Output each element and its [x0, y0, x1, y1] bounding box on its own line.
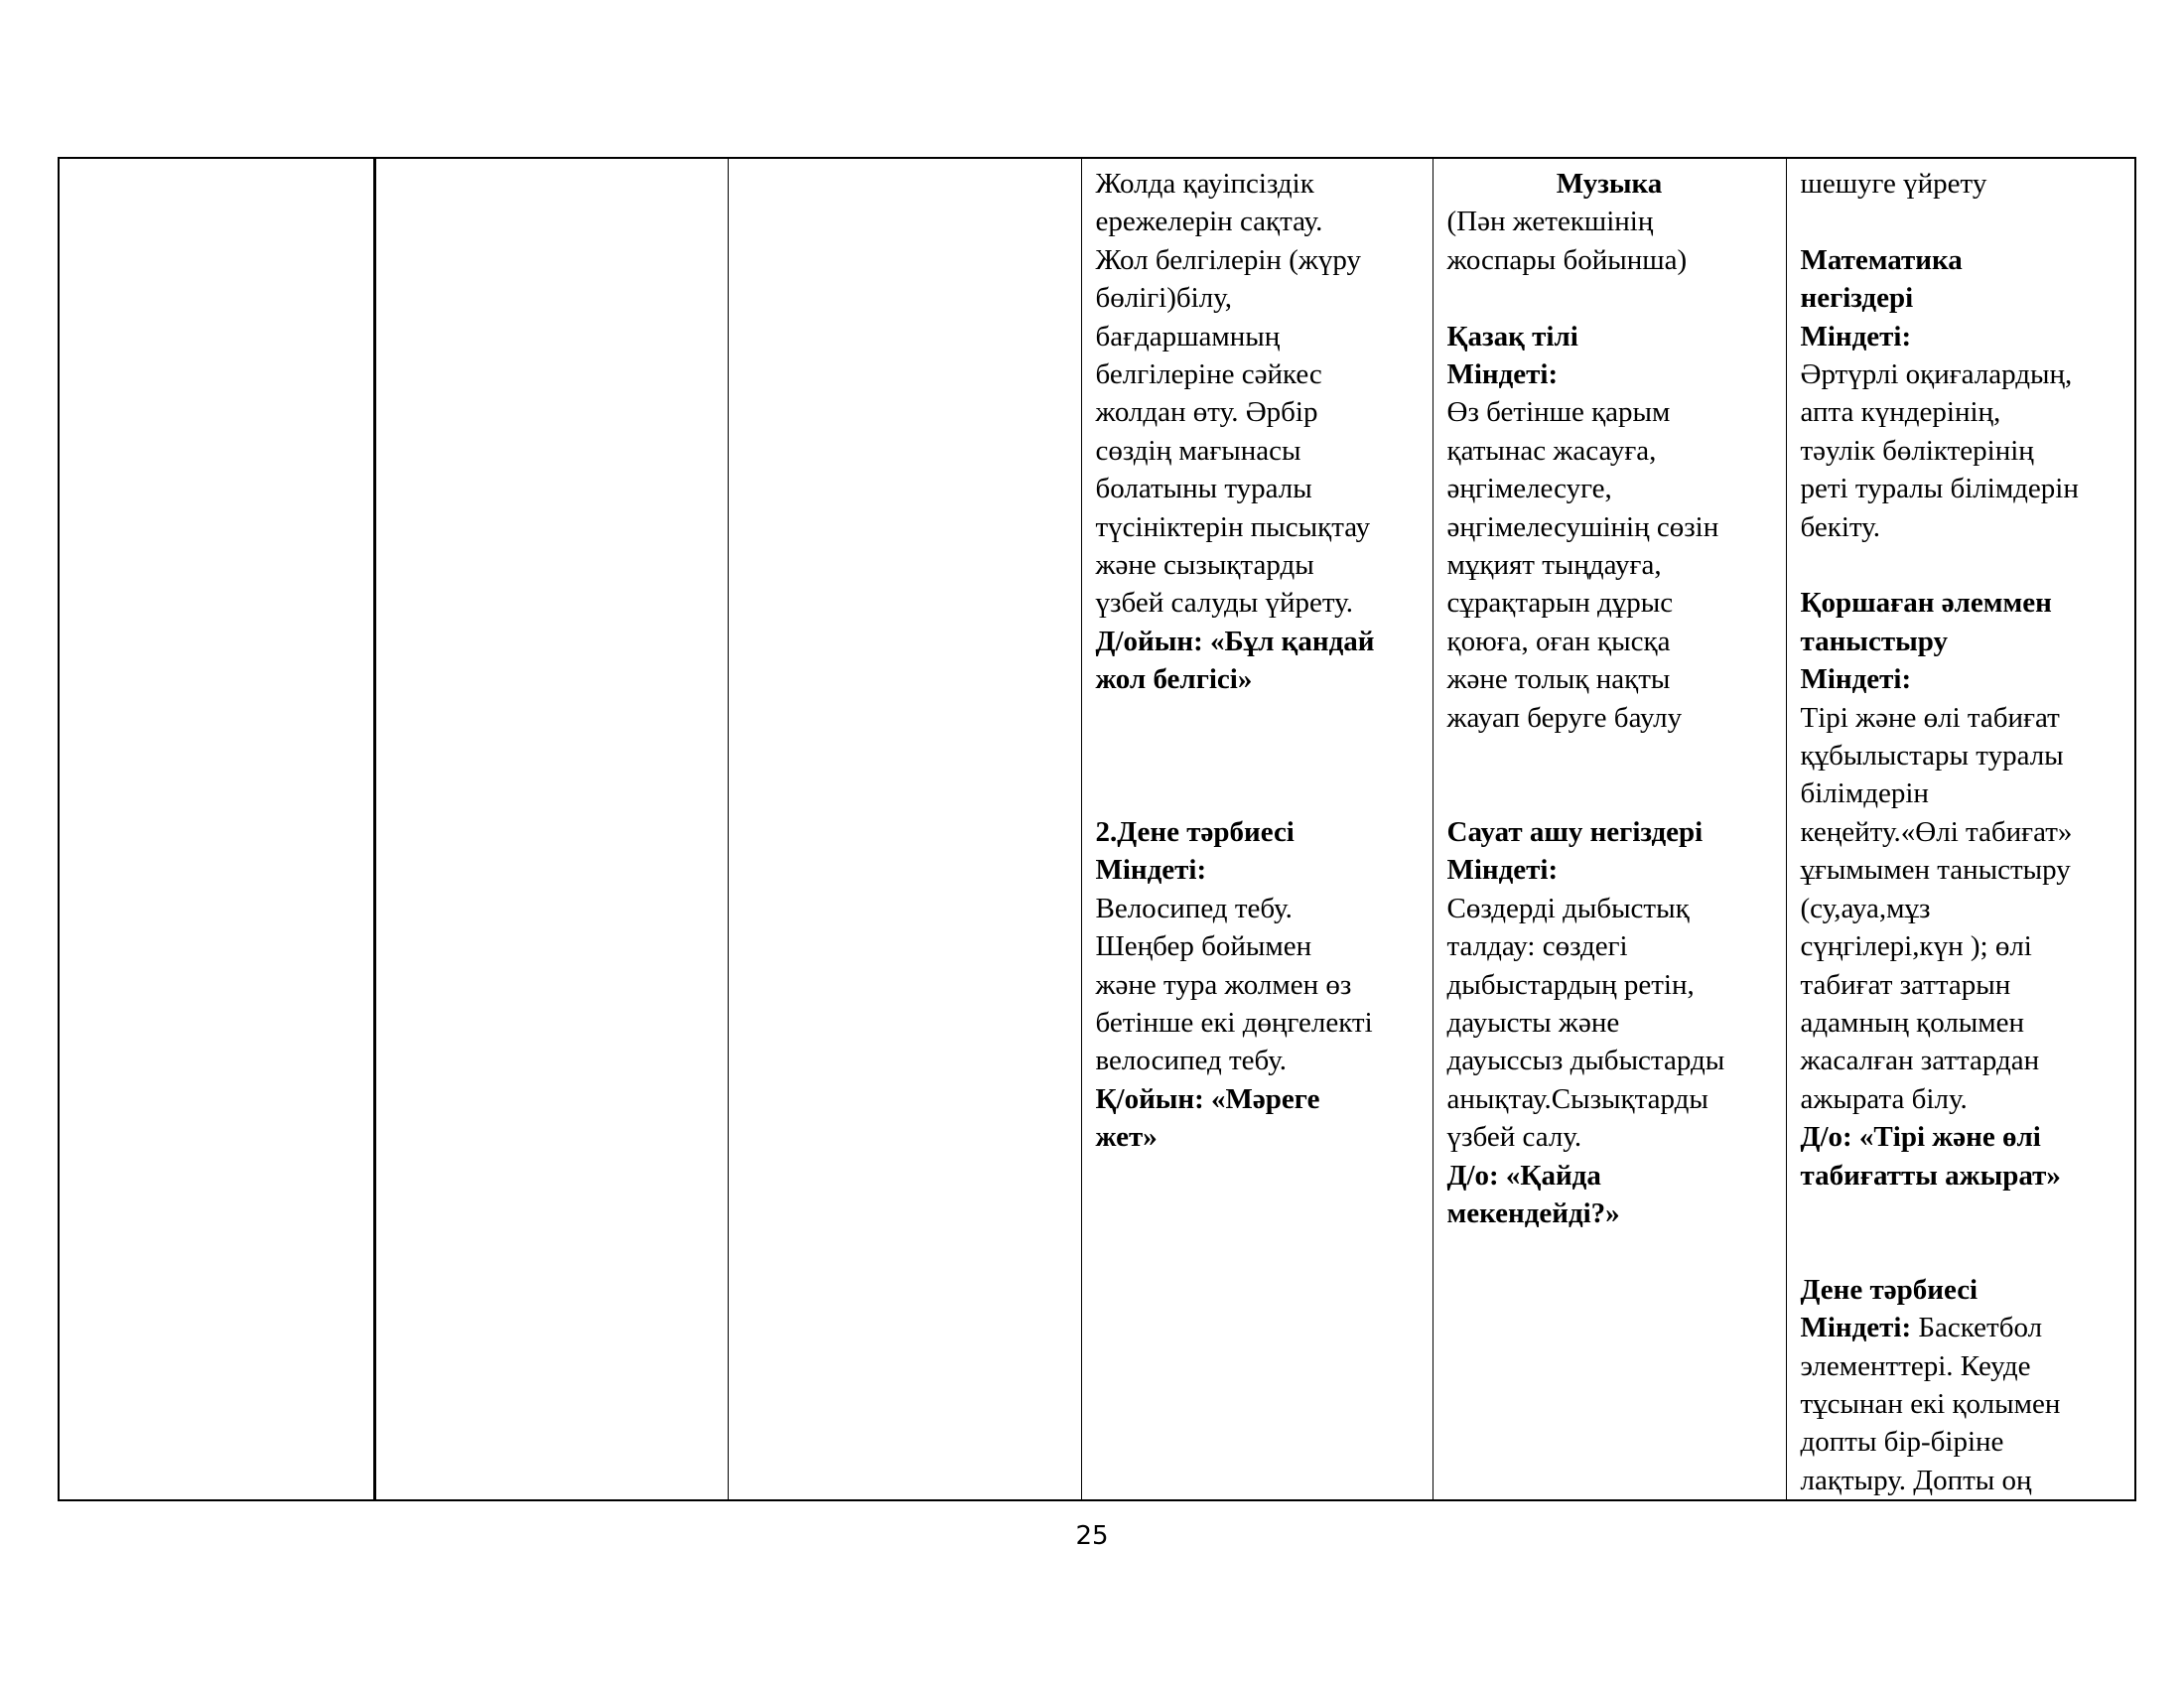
text-line: ережелерін сақтау. — [1095, 206, 1323, 238]
task-line — [1801, 1309, 2121, 1346]
text-line: үзбей салуды үйрету. — [1095, 587, 1353, 620]
pe-heading: 2.Дене тәрбиесі — [1095, 815, 1295, 848]
environment-text — [1801, 699, 2121, 1118]
math-heading — [1801, 241, 2121, 318]
text-line: адамның қолымен — [1800, 1006, 2025, 1039]
text-line: белгілеріне сәйкес — [1095, 358, 1322, 391]
didactic-game-title — [1801, 1118, 2121, 1195]
text-line: жолдан өту. Әрбір — [1095, 396, 1318, 429]
text-line: жасалған заттардан — [1800, 1045, 2040, 1077]
text-line: жол белгісі» — [1095, 663, 1253, 696]
text-line: элементтері. Кеуде — [1800, 1349, 2031, 1382]
text-line: жет» — [1095, 1121, 1158, 1154]
empty-cell-1 — [59, 158, 374, 1500]
kazakh-heading: Қазақ тілі — [1446, 320, 1578, 352]
text-line: талдау: сөздегі — [1446, 930, 1628, 963]
text-line: Қ/ойын: «Мәреге — [1095, 1082, 1320, 1115]
text-line: Д/о: «Тірі және өлі — [1800, 1121, 2041, 1154]
text-line: Тірі және өлі табиғат — [1800, 701, 2060, 734]
pe-text — [1801, 1347, 2121, 1500]
text-line: Қоршаған әлеммен — [1800, 587, 2052, 620]
table-row — [59, 158, 2135, 1500]
task-label: Міндеті: — [1446, 854, 1559, 887]
text-line: тұсынан екі қолымен — [1800, 1387, 2061, 1420]
literacy-heading: Сауат ашу негіздері — [1446, 815, 1704, 848]
text-line: Математика — [1800, 243, 1963, 276]
text-line: допты бір-біріне — [1800, 1426, 2004, 1459]
text-line: апта күндерінің, — [1800, 396, 2001, 429]
text-line: Өз бетінше қарым — [1446, 396, 1671, 429]
text-line: сүңгілері,күн ); өлі — [1800, 930, 2032, 963]
text-line: Сөздерді дыбыстық — [1446, 892, 1690, 924]
text-line: мекендейді?» — [1446, 1196, 1620, 1229]
text-line: дауыссыз дыбыстарды — [1446, 1045, 1725, 1077]
math-text — [1801, 355, 2121, 546]
page-number: 25 — [1075, 1521, 1109, 1551]
text-line: бағдаршамның — [1095, 320, 1281, 352]
text-line: кеңейту.«Өлі табиғат» — [1800, 815, 2073, 848]
text-line: негіздері — [1800, 282, 1914, 315]
intro-text: шешуге үйрету — [1800, 168, 1987, 200]
task-label: Міндеті: — [1800, 320, 1912, 352]
task-text: Баскетбол — [1911, 1312, 2043, 1344]
text-line: Жол белгілерін (жүру — [1095, 243, 1361, 276]
text-line: ұғымымен таныстыру — [1800, 854, 2071, 887]
text-line: Әртүрлі оқиғалардың, — [1800, 358, 2073, 391]
text-line: Жолда қауіпсіздік — [1095, 168, 1314, 200]
text-line: әңгімелесуге, — [1446, 473, 1612, 505]
text-line: және толық нақты — [1446, 663, 1671, 696]
text-line: және сызықтарды — [1095, 549, 1314, 582]
text-line: сұрақтарын дұрыс — [1446, 587, 1674, 620]
text-line: мұқият тыңдауға, — [1446, 549, 1662, 582]
text-line: табиғат заттарын — [1800, 968, 2011, 1001]
text-line: қатынас жасауға, — [1446, 434, 1657, 467]
didactic-game-title — [1096, 623, 1419, 699]
empty-cell-2 — [374, 158, 728, 1500]
text-line: жоспары бойынша) — [1446, 243, 1688, 276]
text-line: тәулік бөліктерінің — [1800, 434, 2034, 467]
text-line: үзбей салу. — [1446, 1121, 1582, 1154]
text-line: және тура жолмен өз — [1095, 968, 1352, 1001]
text-line: құбылыстары туралы — [1800, 740, 2064, 773]
activity-cell-col4 — [1081, 158, 1433, 1500]
kazakh-text — [1447, 393, 1772, 737]
text-line: Д/о: «Қайда — [1446, 1159, 1601, 1192]
text-line: бекіту. — [1800, 510, 1881, 543]
task-label: Міндеті: — [1800, 663, 1912, 696]
plan-table — [58, 157, 2136, 1501]
text-line: (Пән жетекшінің — [1446, 206, 1654, 238]
text-line: лақтыру. Допты оң — [1800, 1464, 2032, 1496]
text-line: Велосипед тебу. — [1095, 892, 1293, 924]
safety-text — [1096, 165, 1419, 623]
outdoor-game-title — [1096, 1080, 1419, 1157]
text-line: велосипед тебу. — [1095, 1045, 1288, 1077]
literacy-text — [1447, 890, 1772, 1157]
text-line: дауысты және — [1446, 1006, 1620, 1039]
text-line: Шеңбер бойымен — [1095, 930, 1312, 963]
text-line: қоюға, оған қысқа — [1446, 625, 1671, 657]
text-line: болатыны туралы — [1095, 473, 1312, 505]
text-line: сөздің мағынасы — [1095, 434, 1301, 467]
activity-cell-col6 — [1786, 158, 2135, 1500]
text-line: білімдерін — [1800, 777, 1929, 810]
text-line: таныстыру — [1800, 625, 1948, 657]
task-label: Міндеті: — [1446, 358, 1559, 391]
text-line: (су,ауа,мұз — [1800, 892, 1931, 924]
task-label: Міндеті: — [1800, 1312, 1912, 1344]
activity-cell-col5 — [1433, 158, 1786, 1500]
pe-heading: Дене тәрбиесі — [1800, 1273, 1979, 1306]
text-line: дыбыстардың ретін, — [1446, 968, 1695, 1001]
music-heading: Музыка — [1556, 168, 1663, 200]
empty-cell-3 — [728, 158, 1081, 1500]
didactic-game-title — [1447, 1157, 1772, 1233]
text-line: табиғатты ажырат» — [1800, 1159, 2061, 1192]
text-line: Д/ойын: «Бұл қандай — [1095, 625, 1375, 657]
text-line: жауап беруге баулу — [1446, 701, 1683, 734]
pe-text — [1096, 890, 1419, 1080]
text-line: ажырата білу. — [1800, 1082, 1968, 1115]
text-line: реті туралы білімдерін — [1800, 473, 2079, 505]
text-line: әңгімелесушінің сөзін — [1446, 510, 1719, 543]
text-line: бөлігі)білу, — [1095, 282, 1233, 315]
environment-heading — [1801, 584, 2121, 660]
text-line: түсініктерін пысықтау — [1095, 510, 1371, 543]
text-line: бетінше екі дөңгелекті — [1095, 1006, 1373, 1039]
text-line: анықтау.Сызықтарды — [1446, 1082, 1708, 1115]
task-label: Міндеті: — [1095, 854, 1207, 887]
